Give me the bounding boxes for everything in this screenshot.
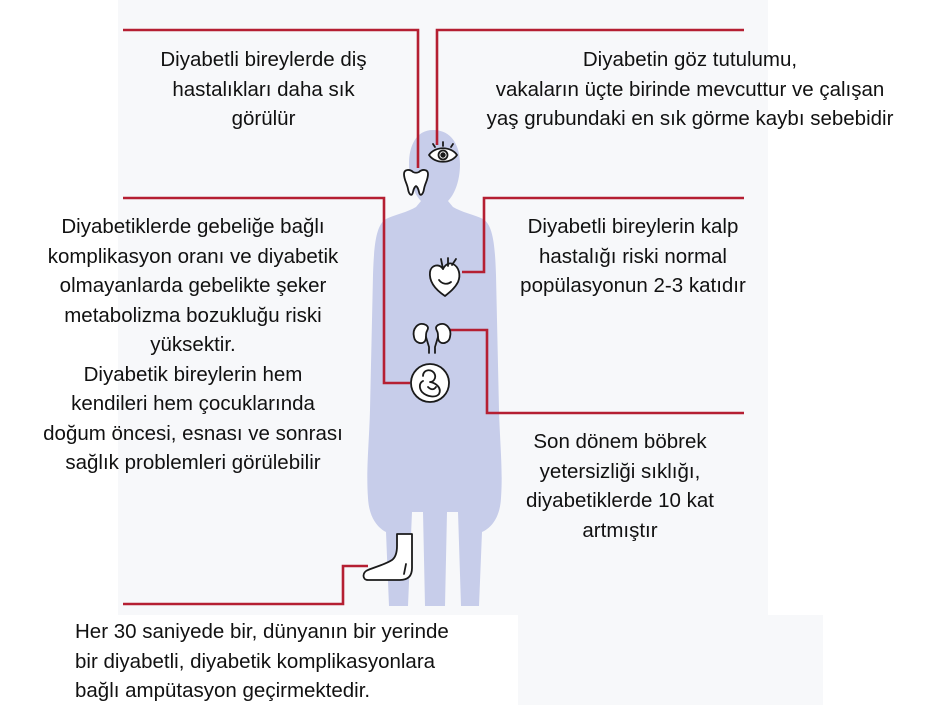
callout-kidney-line: artmıştır	[582, 518, 658, 542]
callout-pregnancy-line: Diyabetiklerde gebeliğe bağlı	[61, 215, 325, 238]
callout-eye-line: Diyabetin göz tutulumu,	[582, 48, 798, 71]
callout-eye	[455, 45, 925, 134]
callout-pregnancy-line: doğum öncesi, esnası ve sonrası	[43, 421, 343, 445]
callout-heart	[488, 212, 778, 301]
callout-amputation-line: Her 30 saniyede bir, dünyanın bir yerinde	[75, 620, 449, 643]
callout-kidney	[500, 427, 740, 545]
callout-amputation-line: bir diyabetli, diyabetik komplikasyonlara	[75, 649, 436, 673]
callout-eye-line: yaş grubundaki en sık görme kaybı sebebidir	[486, 107, 894, 130]
callout-heart-line: hastalığı riski normal	[539, 244, 727, 268]
fetus-icon	[411, 364, 449, 402]
callout-kidney-line: Son dönem böbrek	[533, 430, 707, 453]
callout-pregnancy-line: yüksektir.	[150, 333, 236, 356]
callout-amputation	[75, 617, 515, 706]
callout-teeth-line: görülür	[231, 107, 296, 130]
callout-pregnancy-line: kendileri hem çocuklarında	[71, 392, 315, 415]
callout-teeth	[136, 45, 391, 134]
callout-teeth-line: hastalıkları daha sık	[172, 77, 355, 101]
callout-heart-line: Diyabetli bireylerin kalp	[527, 215, 739, 238]
eye-icon	[429, 142, 457, 162]
callout-kidney-line: yetersizliği sıklığı,	[539, 459, 701, 483]
callout-pregnancy-line: Diyabetik bireylerin hem	[83, 362, 303, 386]
callout-heart-line: popülasyonun 2-3 katıdır	[520, 274, 746, 297]
callout-amputation-line: bağlı ampütasyon geçirmektedir.	[75, 679, 371, 702]
callout-pregnancy	[18, 212, 368, 478]
callout-eye-line: vakaların üçte birinde mevcuttur ve çalışan	[495, 77, 885, 101]
callout-teeth-line: Diyabetli bireylerde diş	[160, 48, 367, 71]
callout-pregnancy-line: metabolizma bozukluğu riski	[64, 303, 322, 327]
callout-kidney-line: diyabetiklerde 10 kat	[525, 489, 715, 512]
leader-line-amputation	[123, 566, 368, 604]
callout-pregnancy-line: olmayanlarda gebelikte şeker	[59, 274, 327, 297]
callout-pregnancy-line: sağlık problemleri görülebilir	[65, 451, 321, 474]
callout-pregnancy-line: komplikasyon oranı ve diyabetik	[47, 244, 339, 268]
